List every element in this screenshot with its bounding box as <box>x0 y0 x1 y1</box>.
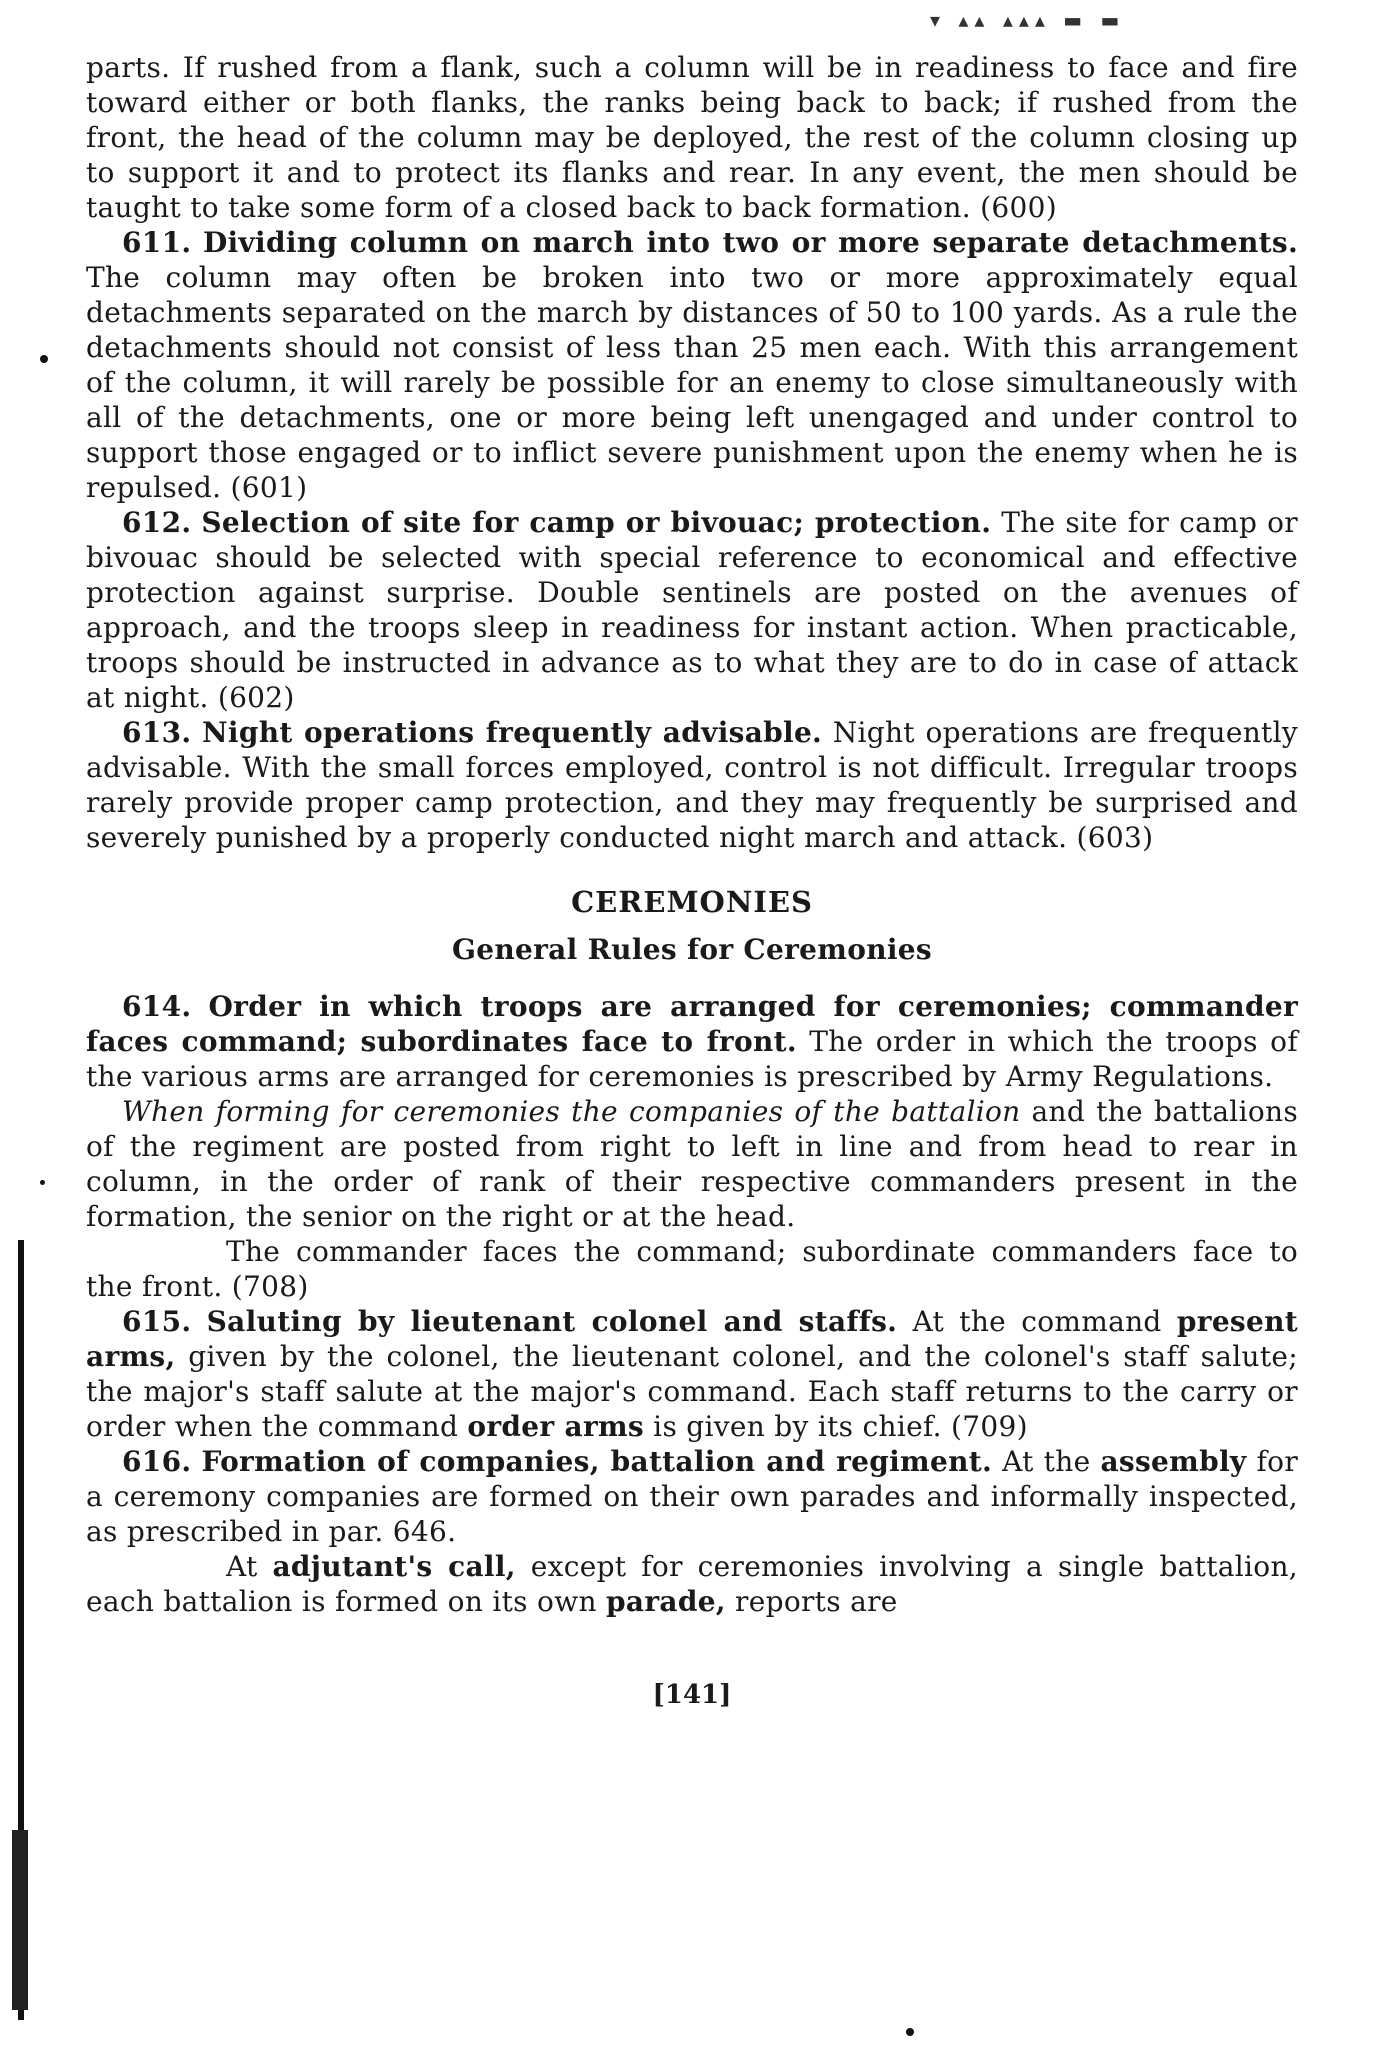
header-marks: ▾ ▴▴ ▴▴▴ ▬ ▬ <box>930 8 1126 32</box>
paragraph-heading: Saluting by lieutenant colonel and staffs. <box>206 1305 898 1338</box>
scan-speck <box>906 2028 914 2036</box>
paragraph-number: 612. <box>122 506 192 539</box>
paragraph-text: is given by its chief. (709) <box>643 1410 1028 1443</box>
page-body <box>86 50 1298 1619</box>
scan-margin-mark <box>12 1830 28 2010</box>
paragraph-text: and the battalions of the regiment are posted from right to left in line and from head to rear in column, in the order of rank of their respective commanders present in the formation, the senior on the right or at the head. <box>86 1095 1298 1233</box>
paragraph-text: The order in which the troops of the various arms are arranged for ceremonies is prescribed by Army Regulations. <box>86 1025 1299 1093</box>
paragraph-number: 613. <box>122 716 192 749</box>
paragraph-heading: Dividing column on march into two or more separate detachments. <box>202 226 1298 259</box>
italic-text: When forming for ceremonies the companies of the battalion <box>122 1095 1021 1128</box>
paragraph-text: given by the colonel, the lieutenant colonel, and the colonel's staff salute; the major's staff salute at the major's command. Each staff returns to the carry or order when the command <box>86 1340 1298 1443</box>
paragraph-text: reports are <box>725 1585 898 1618</box>
paragraph-614-sub1 <box>86 1094 1298 1234</box>
paragraph-text: Night operations are frequently advisable. With the small forces employed, control is not difficult. Irregular troops rarely provide proper camp protection, and they may frequently be surprised and severely punished by a properly conducted night march and attack. (603) <box>86 716 1298 854</box>
paragraph-heading: Formation of companies, battalion and regiment. <box>201 1445 993 1478</box>
paragraph-614 <box>86 989 1298 1094</box>
paragraph-heading: Night operations frequently advisable. <box>202 716 823 749</box>
continuation-paragraph: parts. If rushed from a flank, such a column will be in readiness to face and fire toward either or both flanks, the ranks being back to back; if rushed from the front, the head of the column may be deployed, the rest of the column closing up to support it and to protect its flanks and rear. In any event, the men should be taught to take some form of a closed back to back formation. (600) <box>86 51 1298 224</box>
command-text: parade, <box>606 1585 726 1618</box>
paragraph-text: The column may often be broken into two or more approximately equal detachments separated on the march by distances of 50 to 100 yards. As a rule the detachments should not consist of less than 25 men each. With this arrangement of the column, it will rarely be possible for an enemy to close simultaneously with all of the detachments, one or more being left unengaged and under control to support those engaged or to inflict severe punishment upon the enemy when he is repulsed. (601) <box>86 261 1298 504</box>
paragraph-text: except for ceremonies involving a single battalion, each battalion is formed on its own <box>86 1550 1298 1618</box>
paragraph-text: for a ceremony companies are formed on their own parades and informally inspected, as prescribed in par. 646. <box>86 1445 1298 1548</box>
paragraph-615 <box>86 1304 1298 1444</box>
paragraph-text: The site for camp or bivouac should be selected with special reference to economical and effective protection against surprise. Double sentinels are posted on the avenues of approach, and the troops sleep in readiness for instant action. When practicable, troops should be instructed in advance as to what they are to do in case of attack at night. (602) <box>86 506 1298 714</box>
paragraph-text: At the command <box>897 1305 1177 1338</box>
paragraph-614-sub2: The commander faces the command; subordinate commanders face to the front. (708) <box>86 1235 1298 1303</box>
paragraph-text: At the <box>992 1445 1101 1478</box>
section-title: CEREMONIES <box>571 885 813 919</box>
paragraph-heading: Selection of site for camp or bivouac; protection. <box>201 506 992 539</box>
paragraph-heading: Order in which troops are arranged for ceremonies; commander faces command; subordinates face to front. <box>86 990 1298 1058</box>
command-text: present arms, <box>86 1305 1299 1373</box>
command-text: adjutant's call, <box>272 1550 516 1583</box>
paragraph-number: 611. <box>122 226 192 259</box>
scan-speck <box>40 355 48 363</box>
paragraph-number: 616. <box>122 1445 192 1478</box>
paragraph-text: At <box>226 1550 273 1583</box>
paragraph-number: 614. <box>122 990 192 1023</box>
paragraph-number: 615. <box>122 1305 192 1338</box>
paragraph-616 <box>86 1444 1298 1549</box>
paragraph-613 <box>86 715 1298 855</box>
page-number: [141] <box>652 1680 732 1710</box>
command-text: order arms <box>467 1410 644 1443</box>
scan-speck <box>40 1180 45 1185</box>
command-text: assembly <box>1100 1445 1247 1478</box>
section-subtitle: General Rules for Ceremonies <box>452 933 932 966</box>
paragraph-612 <box>86 505 1298 715</box>
paragraph-611 <box>86 225 1298 505</box>
paragraph-616-sub <box>86 1549 1298 1619</box>
